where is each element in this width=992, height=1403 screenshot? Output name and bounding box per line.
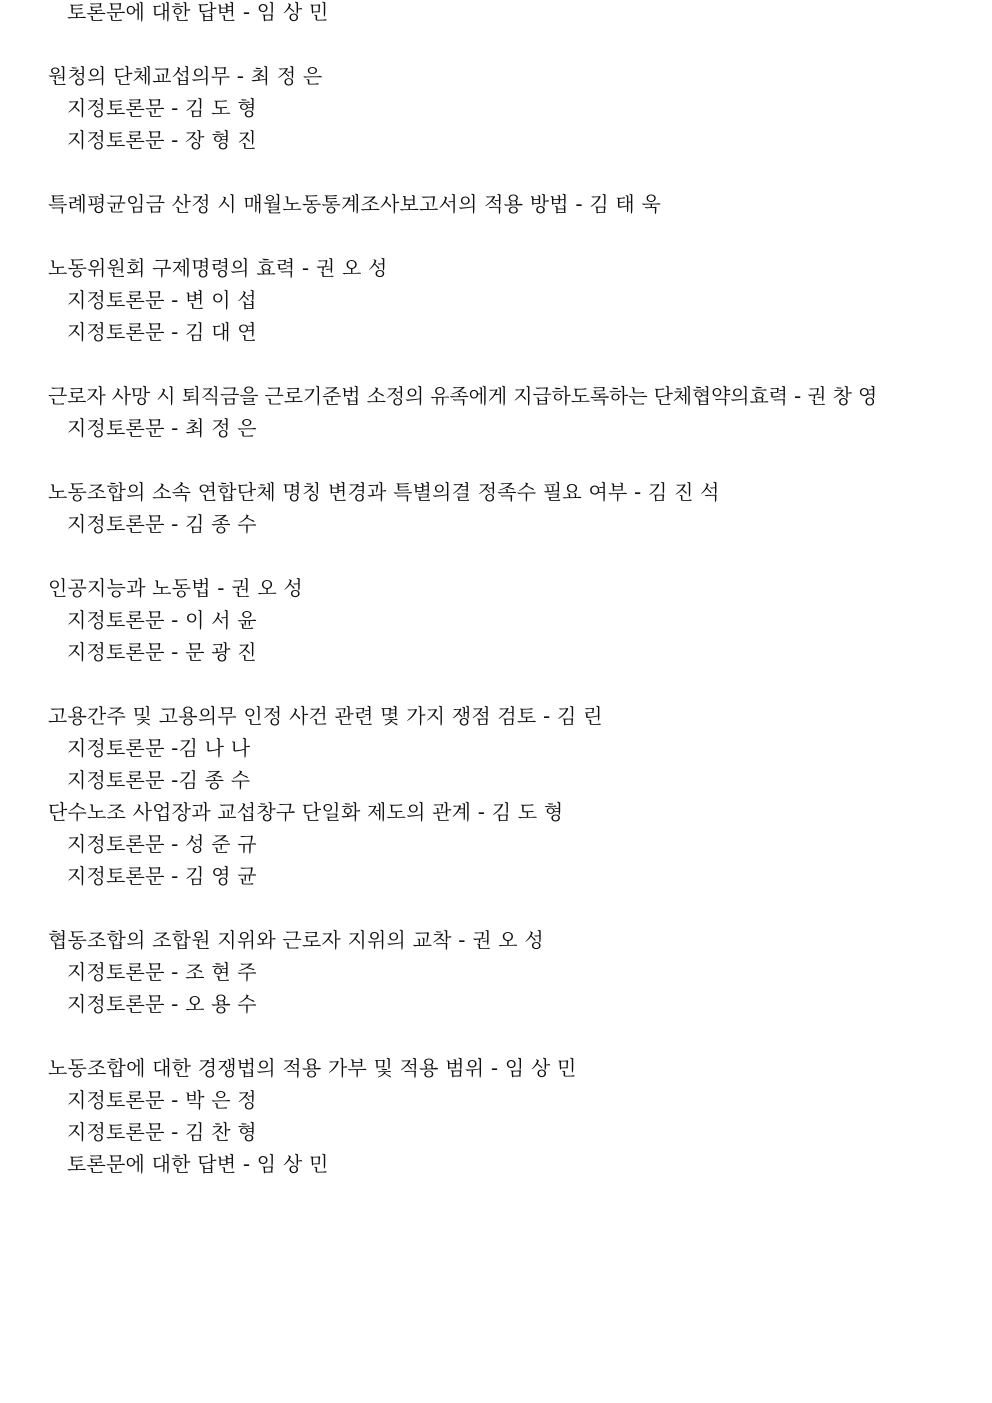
discussant-line: 지정토론문 - 이 서 윤 — [67, 608, 257, 632]
discussant-line: 지정토론문 - 조 현 주 — [67, 960, 257, 984]
discussant-line: 지정토론문 -김 종 수 — [67, 768, 251, 792]
paper-title: 노동조합의 소속 연합단체 명칭 변경과 특별의결 정족수 필요 여부 - 김 진 석 — [48, 480, 720, 504]
discussant-line: 지정토론문 -김 나 나 — [67, 736, 251, 760]
discussant-line: 지정토론문 - 성 준 규 — [67, 832, 257, 856]
paper-title: 원청의 단체교섭의무 - 최 정 은 — [48, 64, 323, 88]
paper-title: 단수노조 사업장과 교섭창구 단일화 제도의 관계 - 김 도 형 — [48, 800, 564, 824]
paper-title: 노동위원회 구제명령의 효력 - 권 오 성 — [48, 256, 388, 280]
discussant-line: 지정토론문 - 김 찬 형 — [67, 1120, 257, 1144]
discussant-line: 지정토론문 - 김 도 형 — [67, 96, 257, 120]
discussant-line: 지정토론문 - 김 대 연 — [67, 320, 257, 344]
paper-title: 노동조합에 대한 경쟁법의 적용 가부 및 적용 범위 - 임 상 민 — [48, 1056, 577, 1080]
discussant-line: 지정토론문 - 장 형 진 — [67, 128, 257, 152]
response-line: 토론문에 대한 답변 - 임 상 민 — [67, 0, 329, 24]
paper-title: 근로자 사망 시 퇴직금을 근로기준법 소정의 유족에게 지급하도록하는 단체협약의효력 - 권 창 영 — [48, 384, 878, 408]
discussant-line: 지정토론문 - 김 종 수 — [67, 512, 257, 536]
discussant-line: 지정토론문 - 변 이 섭 — [67, 288, 257, 312]
paper-title: 특례평균임금 산정 시 매월노동통계조사보고서의 적용 방법 - 김 태 욱 — [48, 192, 661, 216]
discussant-line: 지정토론문 - 오 용 수 — [67, 992, 257, 1016]
paper-title: 고용간주 및 고용의무 인정 사건 관련 몇 가지 쟁점 검토 - 김 린 — [48, 704, 603, 728]
response-line: 토론문에 대한 답변 - 임 상 민 — [67, 1152, 329, 1176]
discussant-line: 지정토론문 - 최 정 은 — [67, 416, 257, 440]
discussant-line: 지정토론문 - 김 영 균 — [67, 864, 257, 888]
discussant-line: 지정토론문 - 문 광 진 — [67, 640, 257, 664]
discussant-line: 지정토론문 - 박 은 정 — [67, 1088, 257, 1112]
paper-title: 협동조합의 조합원 지위와 근로자 지위의 교착 - 권 오 성 — [48, 928, 544, 952]
paper-title: 인공지능과 노동법 - 권 오 성 — [48, 576, 303, 600]
